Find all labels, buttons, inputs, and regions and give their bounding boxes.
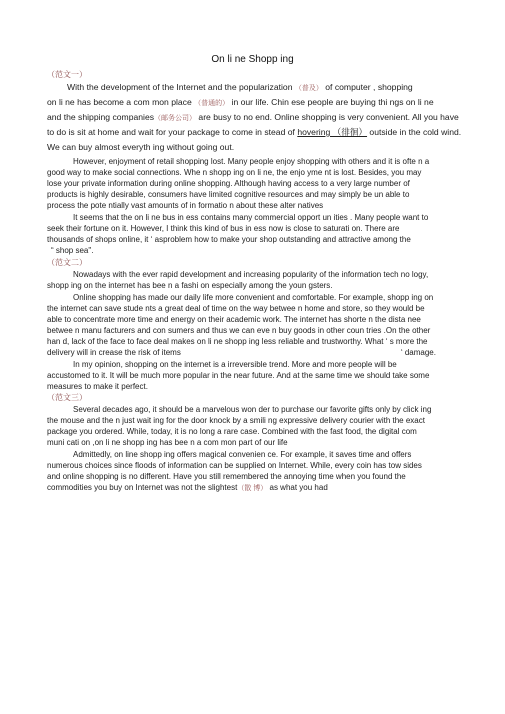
paragraph-line: and online shopping is no different. Have you still remembered the annoying time when you found the [47,472,406,481]
paragraph-line: delivery will in crease the risk of items ‘ damage. [47,348,436,357]
paragraph-line: shopp ing on the internet has bee n a fashi on especially among the youn gsters. [47,281,333,290]
paragraph-line: accustomed to it. It will be much more popular in the near future. And at the same time we should take some [47,371,430,380]
section-label-3: （范文三） [47,393,87,402]
section-label-2: （范文二） [47,258,87,267]
paragraph-line: However, enjoyment of retail shopping lost. Many people enjoy shopping with others and it is ofte n a [73,157,430,166]
document-title: On li ne Shopp ing [211,54,294,65]
paragraph-line: able to concentrate more time and energy on their academic work. The internet has shorte n the dista nee [47,315,421,324]
paragraph-line: It seems that the on li ne bus in ess contains many commercial opport un ities . Many people want to [73,213,429,222]
paragraph-line: han d, lack of the face to face deal makes on li ne shopp ing less reliable and trustworthy. What ‘ s more the [47,337,428,346]
paragraph-line: on li ne has become a com mon place （普通的） in our life. Chin ese people are buying thi ngs on li ne [47,97,434,107]
paragraph-line: muni cati on ,on li ne shopp ing has bee n a com mon part of our life [47,438,288,447]
paragraph-line: We can buy almost everyth ing without going out. [47,142,235,152]
paragraph-line: process the pote ntially vast amounts of in formatio n about these alter natives [47,201,324,210]
paragraph-line: Online shopping has made our daily life more convenient and comfortable. For example, shopp ing on [73,293,434,302]
paragraph-line: betwee n manu facturers and con sumers and thus we can eve n buy goods in other coun tries .On the other [47,326,431,335]
paragraph-line: good way to make social connections. Whe n shopp ing on li ne, the enjo yme nt is lost. Besides, you may [47,168,422,177]
paragraph-line: commodities you buy on Internet was not the slightest（散 博） as what you had [47,483,328,492]
paragraph-line: to do is sit at home and wait for your package to come in stead of hovering （徘徊） outside in the cold wind. [47,127,462,137]
paragraph-line: Admittedly, on line shopp ing offers magical convenien ce. For example, it saves time and offers [73,450,412,459]
paragraph-line: Nowadays with the ever rapid development and increasing popularity of the information tech no logy, [73,270,429,279]
paragraph-line: products is highly desirable, consumers have limited cognitive resources and may simply be un able to [47,190,410,199]
paragraph-line: In my opinion, shopping on the internet is a irreversible trend. More and more people will be [73,360,397,369]
section-label-1: （范文一） [47,70,87,79]
paragraph-line: Several decades ago, it should be a marvelous won der to purchase our favorite gifts only by click ing [73,405,432,414]
paragraph-line: measures to make it perfect. [47,382,148,391]
paragraph-line: the mouse and the n just wait ing for the door knock by a smili ng expressive delivery courier with the exact [47,416,425,425]
paragraph-line: package you ordered. While, today, it is no long a rare case. Combined with the fast food, the digital com [47,427,417,436]
paragraph-line: seek their fortune on it. However, I think this kind of bus in ess now is close to saturati on. There are [47,224,400,233]
paragraph-line: lose your private information during online shopping. Although having access to a very large number of [47,179,410,188]
paragraph-line: With the development of the Internet and the popularization （普及） of computer , shopping [67,82,413,92]
paragraph-line: and the shipping companies（邮务公司） are busy to no end. Online shopping is very convenient. All you have [47,112,459,122]
paragraph-line: “ shop sea". [51,246,94,255]
paragraph-line: numerous choices since floods of information can be supplied on Internet. While, every coin has tow sides [47,461,422,470]
paragraph-line: the internet can save stude nts a great deal of time on the way betwee n home and store, so they would be [47,304,425,313]
paragraph-line: thousands of shops online, it ‘ asproblem how to make your shop outstanding and attractive among the [47,235,411,244]
